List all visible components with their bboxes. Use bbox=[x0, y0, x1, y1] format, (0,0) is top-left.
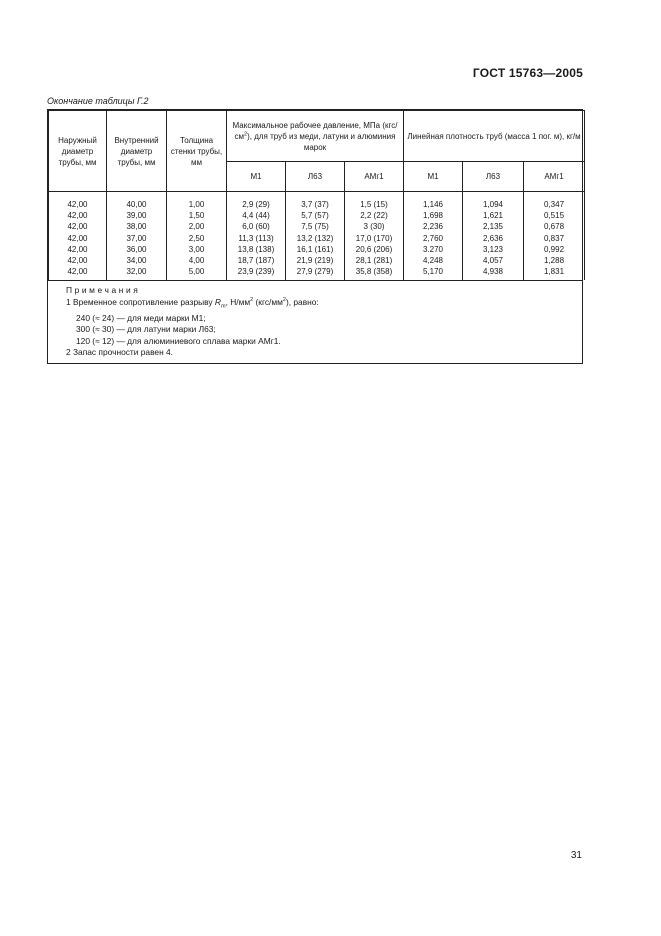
table-cell: 3,123 bbox=[463, 244, 524, 255]
header-density-l63: Л63 bbox=[463, 162, 524, 192]
table-cell: 42,00 bbox=[49, 266, 107, 280]
table-cell: 42,00 bbox=[49, 233, 107, 244]
table-cell: 7,5 (75) bbox=[286, 221, 345, 232]
table-cell: 40,00 bbox=[107, 192, 167, 211]
header-pressure-l63: Л63 bbox=[286, 162, 345, 192]
document-code: ГОСТ 15763—2005 bbox=[472, 66, 583, 80]
table-cell: 39,00 bbox=[107, 210, 167, 221]
table-cell: 35,8 (358) bbox=[345, 266, 404, 280]
table-cell: 0,515 bbox=[524, 210, 585, 221]
table-cell: 32,00 bbox=[107, 266, 167, 280]
table-cell: 42,00 bbox=[49, 192, 107, 211]
table-cell: 1,5 (15) bbox=[345, 192, 404, 211]
header-outer-diameter: Наружный диаметр трубы, мм bbox=[49, 111, 107, 192]
notes-title: Примечания bbox=[66, 285, 141, 296]
note-2: 2 Запас прочности равен 4. bbox=[66, 347, 174, 358]
header-wall-thickness: Толщина стенки трубы, мм bbox=[167, 111, 227, 192]
note-1-item: 300 (≈ 30) — для латуни марки Л63; bbox=[76, 324, 216, 335]
table-cell: 3,00 bbox=[167, 244, 227, 255]
table-cell: 21,9 (219) bbox=[286, 255, 345, 266]
header-pressure-amg1: АМг1 bbox=[345, 162, 404, 192]
table-cell: 0,837 bbox=[524, 233, 585, 244]
header-linear-density: Линейная плотность труб (масса 1 пог. м), кг/м bbox=[404, 111, 585, 162]
table-row bbox=[49, 221, 585, 232]
table-cell: 5,00 bbox=[167, 266, 227, 280]
table-cell: 27,9 (279) bbox=[286, 266, 345, 280]
header-density-amg1: АМг1 bbox=[524, 162, 585, 192]
table-row bbox=[49, 233, 585, 244]
table-cell: 1,288 bbox=[524, 255, 585, 266]
table-row bbox=[49, 266, 585, 280]
table-cell: 2,760 bbox=[404, 233, 463, 244]
table-cell: 1,146 bbox=[404, 192, 463, 211]
table-cell: 37,00 bbox=[107, 233, 167, 244]
table-cell: 42,00 bbox=[49, 244, 107, 255]
table-cell: 1,50 bbox=[167, 210, 227, 221]
page-number: 31 bbox=[570, 850, 582, 861]
table-cell: 11,3 (113) bbox=[227, 233, 286, 244]
table-cell: 20,6 (206) bbox=[345, 244, 404, 255]
table-cell: 34,00 bbox=[107, 255, 167, 266]
table-cell: 42,00 bbox=[49, 221, 107, 232]
table-cell: 6,0 (60) bbox=[227, 221, 286, 232]
header-pressure-m1: М1 bbox=[227, 162, 286, 192]
table-cell: 0,678 bbox=[524, 221, 585, 232]
table-cell: 3 (30) bbox=[345, 221, 404, 232]
header-inner-diameter: Внутренний диаметр трубы, мм bbox=[107, 111, 167, 192]
table-row bbox=[49, 192, 585, 211]
header-max-pressure: Максимальное рабочее давление, МПа $(кгс/см^2)$, для труб из меди, латуни и алюминия марок bbox=[227, 111, 404, 162]
table-cell: 2,236 bbox=[404, 221, 463, 232]
table-cell: 1,00 bbox=[167, 192, 227, 211]
note-1: 1 Временное сопротивление разрыву $R_m$, $Н/мм^2$ $(кгс/мм^2)$, равно: bbox=[66, 296, 319, 310]
table-cell: 1,621 bbox=[463, 210, 524, 221]
table-cell: 2,9 (29) bbox=[227, 192, 286, 211]
table-cell: 18,7 (187) bbox=[227, 255, 286, 266]
table-cell: 36,00 bbox=[107, 244, 167, 255]
table-cell: 13,8 (138) bbox=[227, 244, 286, 255]
table-cell: 42,00 bbox=[49, 210, 107, 221]
table-cell: 4,4 (44) bbox=[227, 210, 286, 221]
table-cell: 5,170 bbox=[404, 266, 463, 280]
table-cell: 4,057 bbox=[463, 255, 524, 266]
table-cell: 42,00 bbox=[49, 255, 107, 266]
table-cell: 1,094 bbox=[463, 192, 524, 211]
table-cell: 5,7 (57) bbox=[286, 210, 345, 221]
table-cell: 16,1 (161) bbox=[286, 244, 345, 255]
header-density-m1: М1 bbox=[404, 162, 463, 192]
table-notes bbox=[48, 280, 582, 362]
table-row bbox=[49, 244, 585, 255]
table-cell: 2,00 bbox=[167, 221, 227, 232]
table-cell: 38,00 bbox=[107, 221, 167, 232]
table-cell: 2,2 (22) bbox=[345, 210, 404, 221]
table-cell: 1,698 bbox=[404, 210, 463, 221]
note-1-item: 120 (≈ 12) — для алюминиевого сплава марки АМг1. bbox=[76, 335, 281, 346]
table-cell: 2,135 bbox=[463, 221, 524, 232]
table-cell: 13,2 (132) bbox=[286, 233, 345, 244]
table-cell: 0,347 bbox=[524, 192, 585, 211]
note-1-item: 240 (≈ 24) — для меди марки М1; bbox=[76, 312, 206, 323]
table-cell: 2,50 bbox=[167, 233, 227, 244]
table-cell: 28,1 (281) bbox=[345, 255, 404, 266]
data-table bbox=[47, 109, 583, 364]
table-cell: 4,248 bbox=[404, 255, 463, 266]
table-cell: 2,636 bbox=[463, 233, 524, 244]
table-cell: 4,00 bbox=[167, 255, 227, 266]
table-row bbox=[49, 255, 585, 266]
table-caption: Окончание таблицы Г.2 bbox=[47, 96, 149, 106]
table-cell: 3,7 (37) bbox=[286, 192, 345, 211]
table-cell: 3.270 bbox=[404, 244, 463, 255]
table-cell: 4,938 bbox=[463, 266, 524, 280]
table-cell: 17,0 (170) bbox=[345, 233, 404, 244]
table-row bbox=[49, 210, 585, 221]
table-cell: 1,831 bbox=[524, 266, 585, 280]
table-cell: 0,992 bbox=[524, 244, 585, 255]
pipe-table bbox=[48, 110, 585, 280]
table-cell: 23,9 (239) bbox=[227, 266, 286, 280]
